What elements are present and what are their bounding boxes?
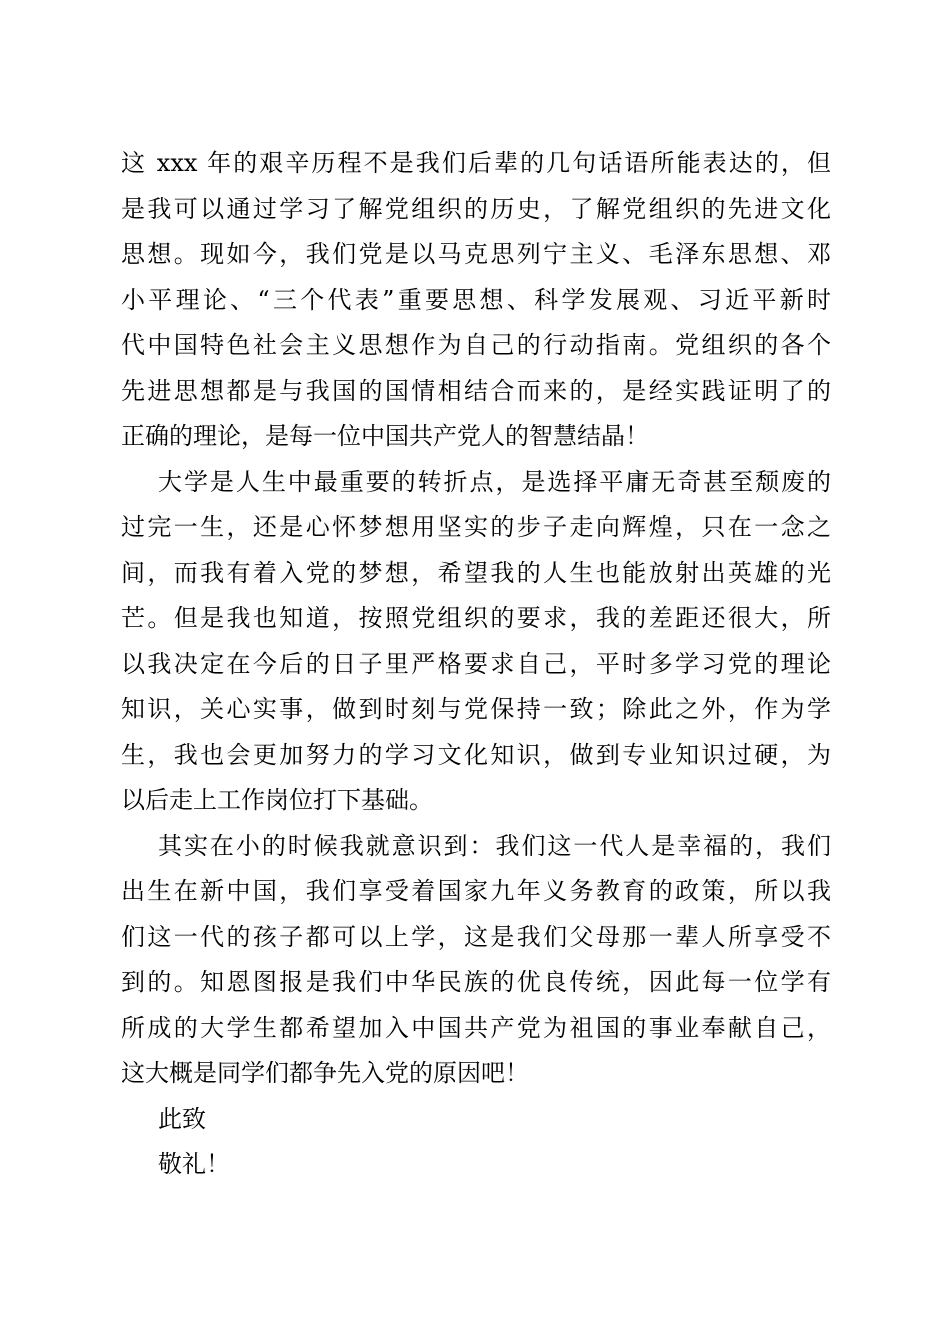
text-line: 这大概是同学们都争先入党的原因吧！ (121, 1059, 529, 1087)
text-line: 以后走上工作岗位打下基础。 (121, 786, 433, 814)
text-line: 生，我也会更加努力的学习文化知识，做到专业知识过硬，为 (121, 740, 831, 769)
letter-body (121, 141, 831, 1188)
text-line: 先进思想都是与我国的国情相结合而来的，是经实践证明了的 (121, 376, 831, 405)
text-line: 是我可以通过学习了解党组织的历史，了解党组织的先进文化 (121, 194, 831, 223)
paragraph-university (121, 460, 831, 824)
text-line: 正确的理论，是每一位中国共产党人的智慧结晶！ (121, 422, 649, 450)
paragraph-childhood (121, 824, 831, 1097)
paragraph-history (121, 141, 831, 460)
text-line: 其实在小的时候我就意识到：我们这一代人是幸福的，我们 (158, 831, 831, 860)
closing-regards: 敬礼！ (158, 1150, 230, 1178)
text-line: 以我决定在今后的日子里严格要求自己，平时多学习党的理论 (121, 649, 831, 678)
text-line: 代中国特色社会主义思想作为自己的行动指南。党组织的各个 (121, 331, 831, 359)
text-line: 到的。知恩图报是我们中华民族的优良传统，因此每一位学有 (121, 968, 831, 996)
closing-salutation: 此致 (158, 1104, 206, 1133)
closing (121, 1097, 831, 1188)
text-line: 芒。但是我也知道，按照党组织的要求，我的差距还很大，所 (121, 604, 831, 632)
text-line: 所成的大学生都希望加入中国共产党为祖国的事业奉献自己， (121, 1013, 831, 1042)
text-line: 小平理论、“三个代表”重要思想、科学发展观、习近平新时 (121, 285, 831, 314)
text-line: 思想。现如今，我们党是以马克思列宁主义、毛泽东思想、邓 (121, 240, 831, 268)
text-line: 出生在新中国，我们享受着国家九年义务教育的政策，所以我 (121, 877, 831, 905)
text-line: 过完一生，还是心怀梦想用坚实的步子走向辉煌，只在一念之 (121, 513, 831, 541)
text-line: 知识，关心实事，做到时刻与党保持一致；除此之外，作为学 (121, 695, 831, 723)
text-line: 大学是人生中最重要的转折点，是选择平庸无奇甚至颓废的 (158, 467, 831, 496)
text-line: 们这一代的孩子都可以上学，这是我们父母那一辈人所享受不 (121, 922, 831, 951)
text-line: 间，而我有着入党的梦想，希望我的人生也能放射出英雄的光 (121, 558, 831, 587)
text-line: 这 xxx 年的艰辛历程不是我们后辈的几句话语所能表达的，但 (121, 149, 831, 177)
